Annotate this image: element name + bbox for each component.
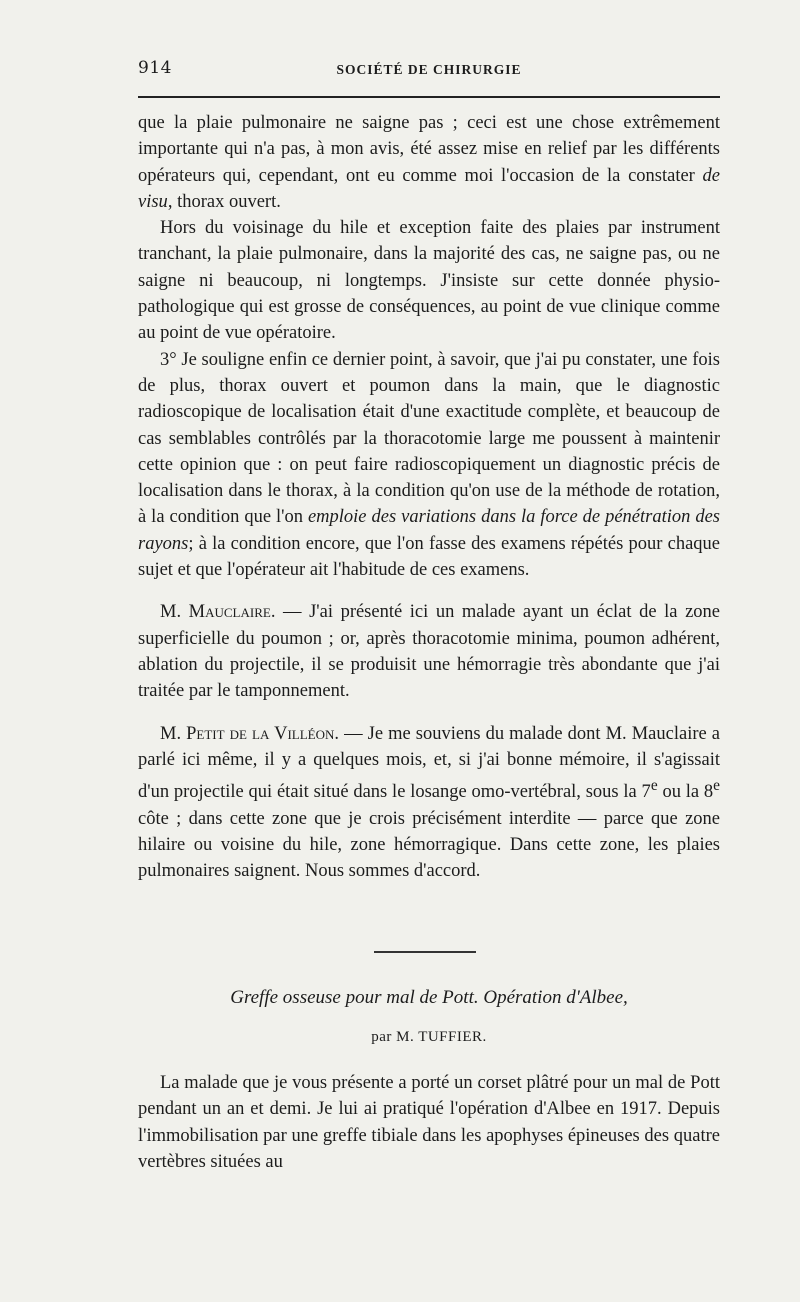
article-paragraph-1: La malade que je vous présente a porté un corset plâtré pour un mal de Pott pendant un an et demi. Je lui ai pratiqué l'opération d'Albee en 1917. Depuis l'immobilisation par une greffe tibiale dans les apophyses épineuses des quatre vertèbres situées au	[138, 1073, 720, 1172]
p1-italic: de visu	[138, 165, 720, 212]
header-rule	[138, 96, 720, 98]
p3-text-b: ; à la condition encore, que l'on fasse des examens répétés pour chaque sujet et que l'opérateur ait l'habitude de ces examens.	[138, 533, 720, 581]
paragraph-3	[138, 347, 720, 584]
p1-text-a: que la plaie pulmonaire ne saigne pas ; ceci est une chose extrêmement importante qui n'a pas, à mon avis, été assez mise en relief par les différents opérateurs qui, cependant, ont eu comme moi l'occasion de la constater	[138, 113, 720, 186]
paragraph-petit	[138, 721, 720, 885]
speaker-petit: M. Petit de la Villéon.	[160, 723, 340, 744]
p5-sup-1: e	[650, 777, 658, 795]
running-head	[138, 58, 720, 84]
speaker-mauclaire: M. Mauclaire.	[160, 602, 276, 623]
p1-text-b: , thorax ouvert.	[167, 191, 281, 212]
p3-italic: emploie des variations dans la force de pénétration des rayons	[138, 507, 720, 554]
p5-text-mid: ou la 8	[657, 782, 714, 803]
article-text	[138, 1070, 720, 1175]
section-rule	[374, 951, 476, 953]
paragraph-2: Hors du voisinage du hile et exception faite des plaies par instrument tranchant, la plaie pulmonaire, dans la majorité des cas, ne saigne pas, ou ne saigne ni beaucoup, ni longtemps. J'insiste sur cette donnée physio-pathologique qui est grosse de conséquences, au point de vue clinique comme au point de vue opératoire.	[138, 218, 720, 344]
discussion-text	[138, 110, 720, 884]
page-number: 914	[138, 58, 172, 78]
p5-text-a: — Je me souviens du malade dont M. Mauclaire a parlé ici même, il y a quelques mois, et, si j'ai bonne mémoire, il s'agissait d'un projectile qui était situé dans le losange omo-vertébral, sous la 7	[138, 723, 720, 803]
paragraph-1	[138, 110, 720, 215]
article-byline: par M. TUFFIER.	[371, 1029, 487, 1045]
p5-sup-2: e	[713, 777, 720, 795]
running-title: SOCIÉTÉ DE CHIRURGIE	[336, 62, 522, 77]
p3-text-a: 3° Je souligne enfin ce dernier point, à savoir, que j'ai pu constater, une fois de plus, thorax ouvert et poumon dans la main, que le diagnostic radioscopique de localisation était d'une exactitude complète, et beaucoup de cas semblables contrôlés par la thoracotomie large me poussent à maintenir cette opinion que : on peut faire radioscopiquement un diagnostic précis de localisation dans le thorax, à la condition qu'on use de la méthode de rotation, à la condition que l'on	[138, 349, 720, 528]
p5-text-b: côte ; dans cette zone que je crois précisément interdite — parce que zone hilaire ou voisine du hile, zone hémorragique. Dans cette zone, les plaies pulmonaires saignent. Nous sommes d'accord.	[138, 808, 720, 882]
paragraph-mauclaire	[138, 599, 720, 704]
article-title: Greffe osseuse pour mal de Pott. Opération d'Albee,	[230, 987, 628, 1008]
p4-text: — J'ai présenté ici un malade ayant un éclat de la zone superficielle du poumon ; or, après thoracotomie minima, poumon adhérent, ablation du projectile, il se produisit une hémorragie très abondante que j'ai traitée par le tamponnement.	[138, 602, 720, 702]
